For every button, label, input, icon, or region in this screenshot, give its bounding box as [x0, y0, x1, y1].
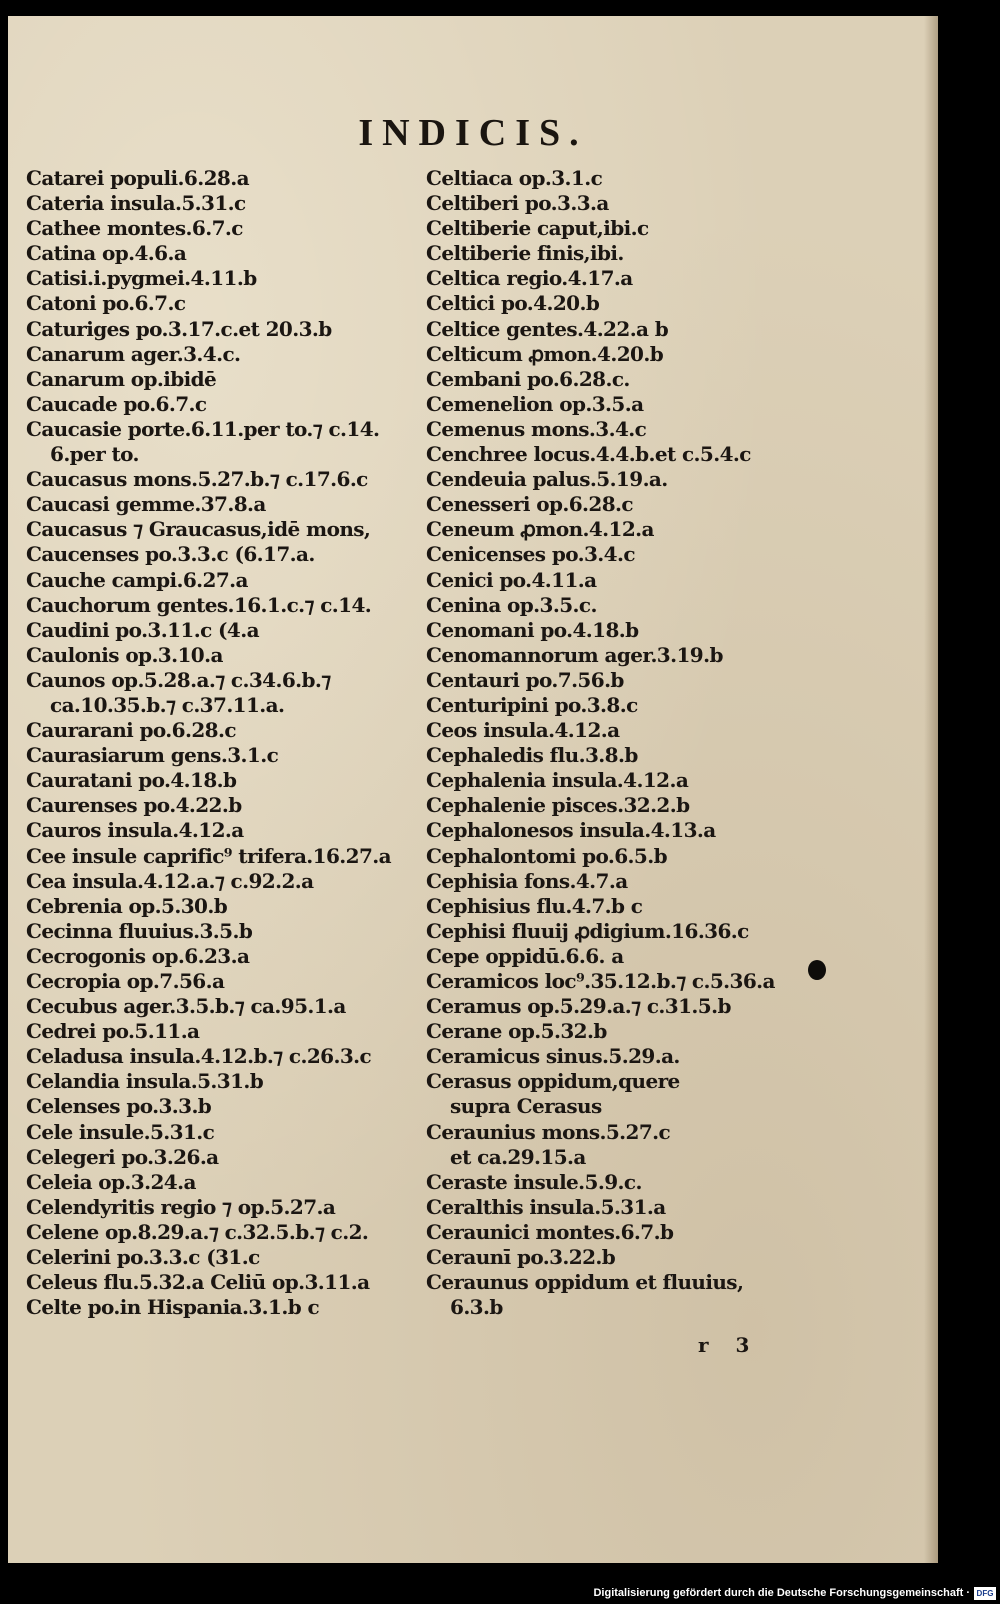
index-entry: Ceralthis insula.5.31.a	[426, 1194, 666, 1219]
index-entry: Catarei populi.6.28.a	[26, 166, 249, 190]
page-edge-shadow	[924, 16, 938, 1563]
index-entry: Celadusa insula.4.12.b.⁊ c.26.3.c	[26, 1044, 372, 1069]
index-entry: Cembani po.6.28.c.	[426, 366, 630, 391]
index-entry: Celendyritis regio ⁊ op.5.27.a	[26, 1194, 336, 1219]
index-entry: Cerane op.5.32.b	[426, 1019, 607, 1044]
index-entry: Cauche campi.6.27.a	[26, 567, 248, 592]
index-entry: Cecropia op.7.56.a	[26, 969, 225, 993]
index-entry: Cecubus ager.3.5.b.⁊ ca.95.1.a	[26, 994, 346, 1019]
index-entry: Ceramus op.5.29.a.⁊ c.31.5.b	[426, 994, 731, 1019]
index-entry: Centuripini po.3.8.c	[426, 692, 638, 717]
index-entry: Cauchorum gentes.16.1.c.⁊ c.14.	[26, 592, 372, 617]
index-entry: Celene op.8.29.a.⁊ c.32.5.b.⁊ c.2.	[26, 1219, 369, 1244]
index-entry: et ca.29.15.a	[450, 1144, 586, 1169]
index-entry: Cenchree locus.4.4.b.et c.5.4.c	[426, 442, 751, 467]
index-entry: Celtiberi po.3.3.a	[426, 191, 609, 216]
index-entry: 6.per to.	[50, 442, 139, 467]
index-entry: Cenicenses po.3.4.c	[426, 542, 635, 567]
index-entry: Caucasus mons.5.27.b.⁊ c.17.6.c	[26, 467, 368, 492]
index-entry: Cebrenia op.5.30.b	[26, 893, 228, 918]
index-entry: Caucasus ⁊ Graucasus,idē mons,	[26, 517, 371, 542]
index-entry: Cendeuia palus.5.19.a.	[426, 467, 668, 492]
index-entry: Celenses po.3.3.b	[26, 1094, 212, 1119]
index-entry: supra Cerasus	[450, 1094, 602, 1119]
signature-mark: r 3	[698, 1333, 760, 1357]
index-entry: Cephisius flu.4.7.b c	[426, 893, 643, 918]
index-entry: Cele insule.5.31.c	[26, 1119, 215, 1144]
index-entry: Ceraunus oppidum et fluuius,	[426, 1270, 744, 1295]
running-header: INDICIS.	[358, 112, 588, 154]
index-entry: Celte po.in Hispania.3.1.b c	[26, 1295, 320, 1320]
index-entry: Ceraunius mons.5.27.c	[426, 1119, 671, 1144]
index-entry: Cerasus oppidum,quere	[426, 1069, 680, 1094]
index-entry: Caucasie porte.6.11.per to.⁊ c.14.	[26, 416, 380, 441]
index-entry: Cathee montes.6.7.c	[26, 216, 243, 241]
index-entry: Cephaledis flu.3.8.b	[426, 743, 638, 768]
index-entry: Cephisia fons.4.7.a	[426, 868, 628, 893]
index-entry: Cenici po.4.11.a	[426, 567, 597, 592]
index-entry: Cemenelion op.3.5.a	[426, 391, 644, 416]
index-entry: Cepe oppidū.6.6. a	[426, 943, 624, 968]
dfg-logo-icon: DFG	[974, 1587, 996, 1600]
index-entry: Cephalenie pisces.32.2.b	[426, 793, 690, 818]
index-entry: Cecinna fluuius.3.5.b	[26, 918, 253, 943]
index-entry: ca.10.35.b.⁊ c.37.11.a.	[50, 692, 285, 717]
index-column-right	[426, 166, 826, 1320]
index-entry: Celtice gentes.4.22.a b	[426, 316, 669, 341]
index-entry: Ceramicos loc⁹.35.12.b.⁊ c.5.36.a	[426, 969, 775, 993]
ink-blot	[808, 960, 826, 980]
index-entry: Caucenses po.3.3.c (6.17.a.	[26, 542, 315, 567]
index-entry: Celtiberie caput,ibi.c	[426, 216, 649, 241]
index-entry: Celticum ꝓmon.4.20.b	[426, 341, 664, 366]
index-entry: Catisi.i.pygmei.4.11.b	[26, 266, 257, 291]
index-entry: Celtiaca op.3.1.c	[426, 166, 603, 190]
index-entry: Celtiberie finis,ibi.	[426, 241, 624, 266]
index-entry: Cauros insula.4.12.a	[26, 818, 244, 843]
funding-credit: Digitalisierung gefördert durch die Deutsche Forschungsgemeinschaft ·	[593, 1587, 970, 1599]
index-entry: Ceraste insule.5.9.c.	[426, 1169, 642, 1194]
index-entry: Caucasi gemme.37.8.a	[26, 492, 266, 517]
index-entry: Caulonis op.3.10.a	[26, 642, 223, 667]
index-entry: Cephalontomi po.6.5.b	[426, 843, 667, 868]
index-entry: Caurenses po.4.22.b	[26, 793, 242, 818]
index-column-left	[26, 166, 426, 1320]
index-entry: Caucade po.6.7.c	[26, 391, 207, 416]
book-page	[8, 16, 938, 1563]
index-entry: Cemenus mons.3.4.c	[426, 416, 647, 441]
index-entry: Ceos insula.4.12.a	[426, 718, 620, 743]
index-entry: Caurarani po.6.28.c	[26, 718, 236, 743]
index-entry: Ceramicus sinus.5.29.a.	[426, 1044, 680, 1069]
index-entry: Catoni po.6.7.c	[26, 291, 186, 316]
index-entry: Caunos op.5.28.a.⁊ c.34.6.b.⁊	[26, 667, 331, 692]
index-entry: Cee insule caprific⁹ trifera.16.27.a	[26, 843, 392, 868]
index-entry: Cephalonesos insula.4.13.a	[426, 818, 716, 843]
index-entry: Cenomannorum ager.3.19.b	[426, 642, 723, 667]
index-entry: Celandia insula.5.31.b	[26, 1069, 264, 1094]
index-entry: Caturiges po.3.17.c.et 20.3.b	[26, 316, 332, 341]
index-entry: Cephisi fluuij ꝓdigium.16.36.c	[426, 918, 749, 943]
index-entry: Cenina op.3.5.c.	[426, 592, 597, 617]
index-entry: Celtica regio.4.17.a	[426, 266, 633, 291]
index-entry: Cea insula.4.12.a.⁊ c.92.2.a	[26, 868, 314, 893]
index-entry: Ceraunī po.3.22.b	[426, 1245, 616, 1270]
index-entry: Celeia op.3.24.a	[26, 1169, 196, 1194]
index-entry: Cecrogonis op.6.23.a	[26, 943, 250, 968]
index-entry: Cauratani po.4.18.b	[26, 768, 237, 793]
index-entry: Cateria insula.5.31.c	[26, 191, 246, 216]
index-entry: Celtici po.4.20.b	[426, 291, 600, 316]
index-entry: Caudini po.3.11.c (4.a	[26, 617, 259, 642]
index-entry: Cenesseri op.6.28.c	[426, 492, 633, 517]
index-entry: Ceraunici montes.6.7.b	[426, 1219, 674, 1244]
index-entry: Canarum op.ibidē	[26, 366, 217, 391]
index-entry: Centauri po.7.56.b	[426, 667, 624, 692]
digitization-footer	[0, 1578, 1000, 1604]
index-entry: Cedrei po.5.11.a	[26, 1019, 200, 1044]
index-entry: Celeus flu.5.32.a Celiū op.3.11.a	[26, 1270, 370, 1295]
index-entry: 6.3.b	[450, 1295, 503, 1320]
index-entry: Ceneum ꝓmon.4.12.a	[426, 517, 654, 542]
index-entry: Canarum ager.3.4.c.	[26, 341, 241, 366]
index-entry: Catina op.4.6.a	[26, 241, 187, 266]
index-entry: Celerini po.3.3.c (31.c	[26, 1245, 260, 1270]
index-entry: Caurasiarum gens.3.1.c	[26, 743, 279, 768]
index-entry: Cephalenia insula.4.12.a	[426, 768, 689, 793]
index-entry: Celegeri po.3.26.a	[26, 1144, 219, 1169]
index-entry: Cenomani po.4.18.b	[426, 617, 639, 642]
